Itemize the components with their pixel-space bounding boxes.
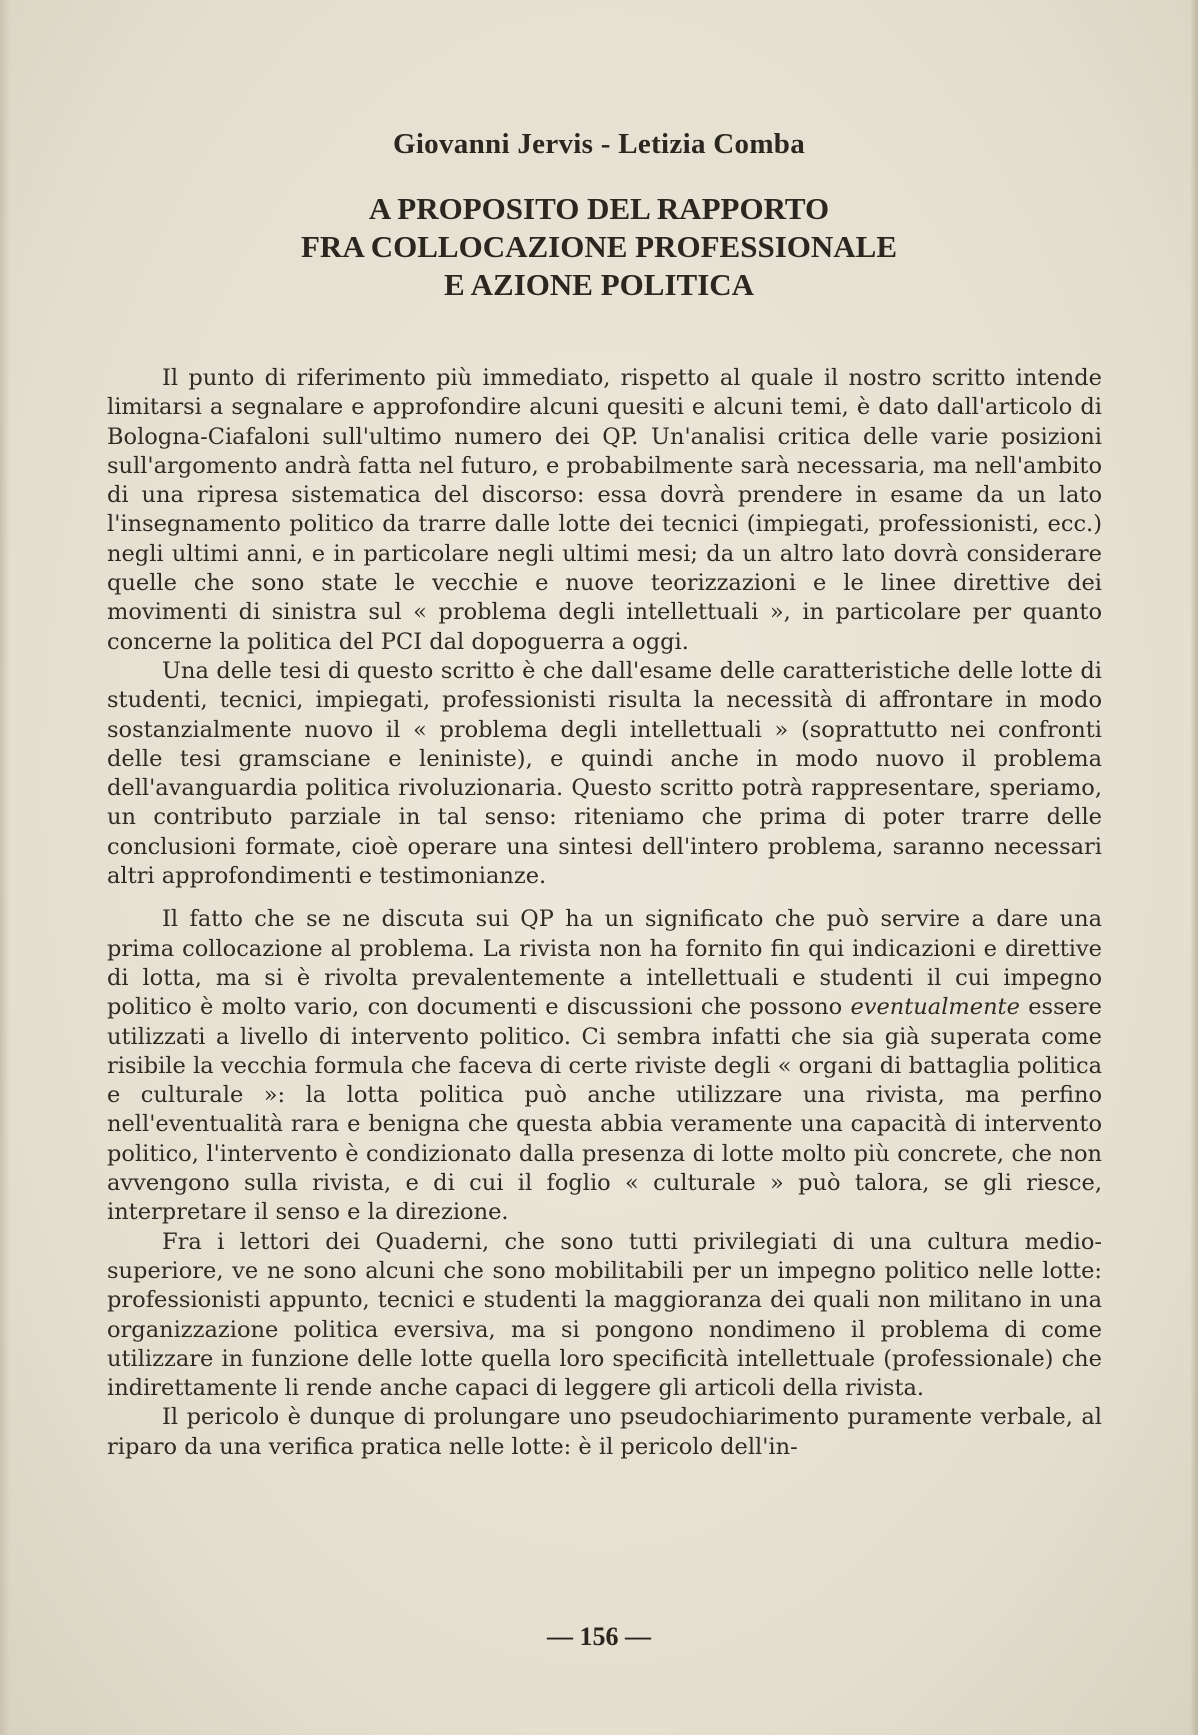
article-authors: Giovanni Jervis - Letizia Comba bbox=[392, 128, 806, 160]
title-line-2: FRA COLLOCAZIONE PROFESSIONALE bbox=[301, 229, 897, 264]
paragraph-4: Fra i lettori dei Quaderni, che sono tutti privilegiati di una cultura medio-superiore, ve ne sono alcuni che sono mobilitabili per un impegno politico nelle lotte: professionisti appunto, tecnici e studenti la maggioranza dei quali non militano in una organizzazione politica eversiva, ma si pongono nondimeno il problema di come utilizzare in funzione delle lotte quella loro specificità intellettuale (professionale) che indirettamente li rende anche capaci di leggere gli articoli della rivista. bbox=[107, 1228, 1102, 1402]
paragraph-1: Il punto di riferimento più immediato, rispetto al quale il nostro scritto intende limitarsi a segnalare e approfondire alcuni quesiti e alcuni temi, è dato dall'articolo di Bologna-Ciafaloni sull'ultimo numero dei QP. Un'analisi critica delle varie posizioni sull'argomento andrà fatta nel futuro, e probabilmente sarà necessaria, ma nell'ambito di una ripresa sistematica del discorso: essa dovrà prendere in esame da un lato l'insegnamento politico da trarre dalle lotte dei tecnici (impiegati, professionisti, ecc.) negli ultimi anni, e in particolare negli ultimi mesi; da un altro lato dovrà considerare quelle che sono state le vecchie e nuove teorizzazioni e le linee direttive dei movimenti di sinistra sul « problema degli intellettuali », in particolare per quanto concerne la politica del PCI dal dopoguerra a oggi. bbox=[107, 365, 1102, 655]
paragraph-2: Una delle tesi di questo scritto è che dall'esame delle caratteristiche delle lotte di studenti, tecnici, impiegati, professionisti risulta la necessità di affrontare in modo sostanzialmente nuovo il « problema degli intellettuali » (soprattutto nei confronti delle tesi gramsciane e leniniste), e quindi anche in modo nuovo il problema dell'avanguardia politica rivoluzionaria. Questo scritto potrà rappresentare, speriamo, un contributo parziale in tal senso: riteniamo che prima di poter trarre delle conclusioni formate, cioè operare una sintesi dell'intero problema, saranno necessari altri approfondimenti e testimonianze. bbox=[107, 657, 1102, 890]
paragraph-5: Il pericolo è dunque di prolungare uno pseudochiarimento puramente verbale, al riparo da una verifica pratica nelle lotte: è il pericolo dell'in- bbox=[107, 1404, 1102, 1460]
title-line-3: E AZIONE POLITICA bbox=[443, 267, 755, 302]
paragraph-3-emphasis: eventualmente bbox=[850, 994, 1020, 1021]
paragraph-3-text-a: Il fatto che se ne discuta sui QP ha un significato che può servire a dare una prima collocazione al problema. La rivista non ha fornito fin qui indicazioni e direttive di lotta, ma si è rivolta prevalentemente a intellettuali e studenti il cui impegno politico è molto vario, con documenti e discussioni che possono bbox=[107, 906, 1102, 1021]
article-title bbox=[0, 190, 1198, 304]
page-number: — 156 — bbox=[547, 1622, 651, 1651]
article-body bbox=[107, 364, 1102, 1462]
paragraph-3-text-b: essere utilizzati a livello di intervento politico. Ci sembra infatti che sia già superata come risibile la vecchia formula che faceva di certe riviste degli « organi di battaglia politica e culturale »: la lotta politica può anche utilizzare una rivista, ma perfino nell'eventualità rara e benigna che questa abbia veramente una capacità di intervento politico, l'intervento è condizionato dalla presenza di lotte molto più concrete, che non avvengono sulla rivista, e di cui il foglio « culturale » può talora, se gli riesce, interpretare il senso e la direzione. bbox=[107, 994, 1102, 1226]
title-line-1: A PROPOSITO DEL RAPPORTO bbox=[368, 191, 830, 226]
paragraph-3 bbox=[107, 905, 1102, 1227]
